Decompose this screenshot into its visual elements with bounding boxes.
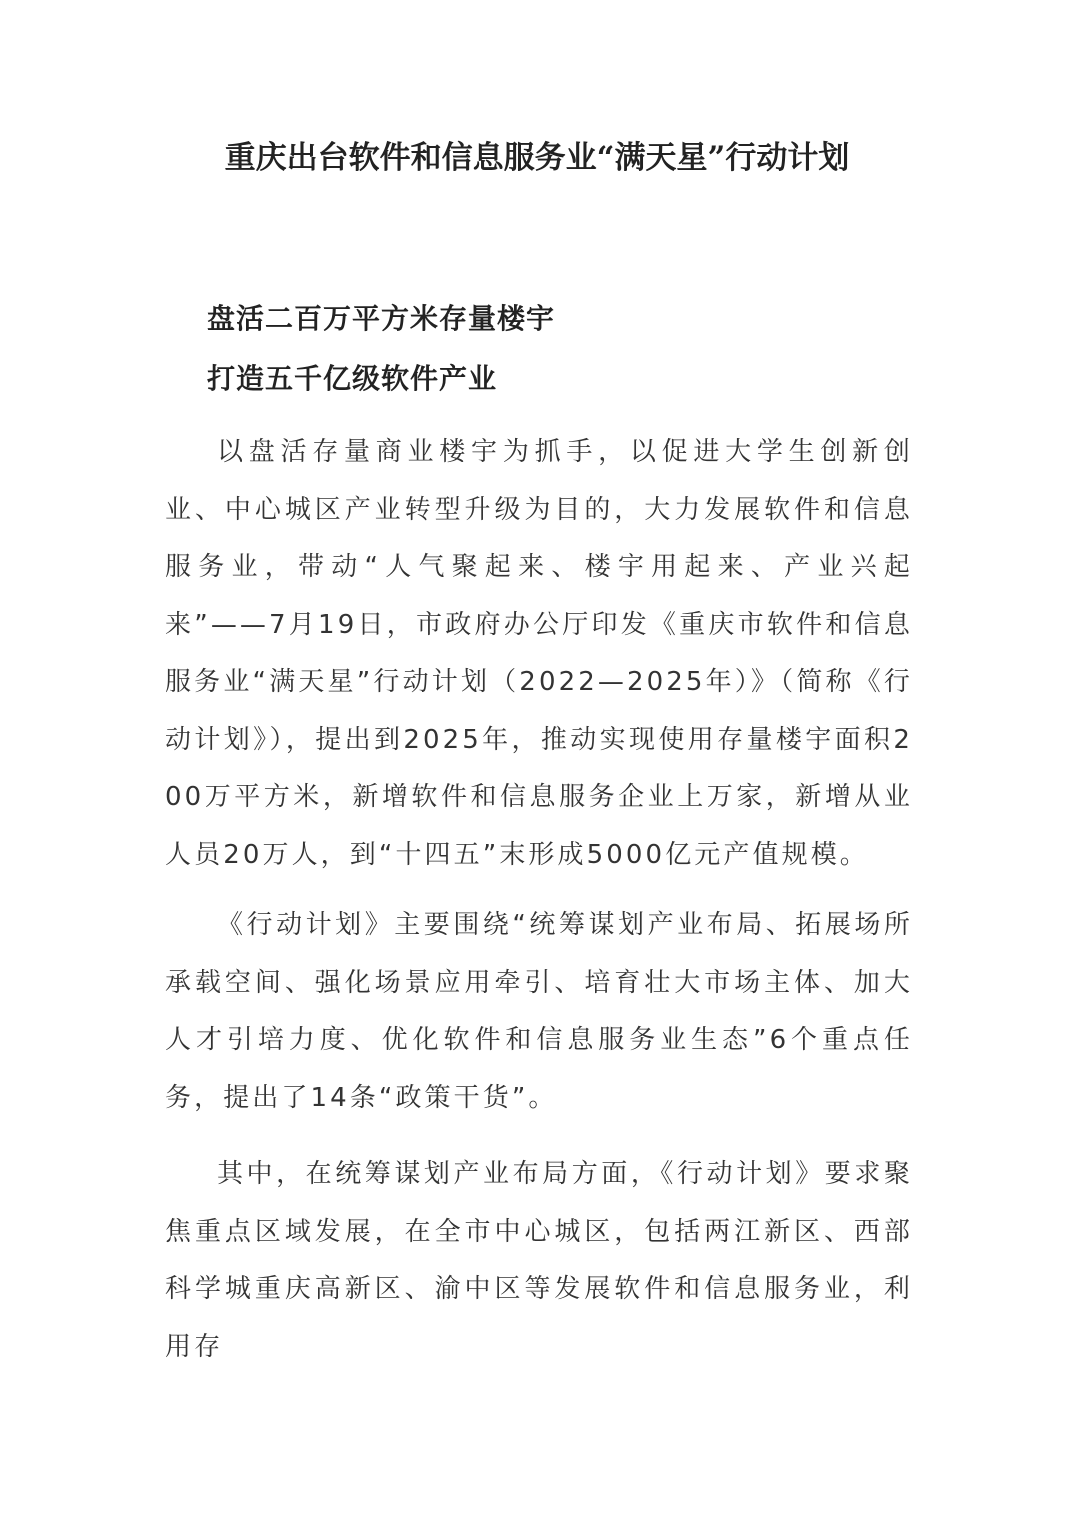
paragraph-2: 《行动计划》主要围绕“统筹谋划产业布局、拓展场所承载空间、强化场景应用牵引、培育壮大市场主体、加大人才引培力度、优化软件和信息服务业生态”6个重点任务，提出了14条“政策干货”。 — [165, 910, 913, 1113]
paragraph-1: 以盘活存量商业楼宇为抓手，以促进大学生创新创业、中心城区产业转型升级为目的，大力发展软件和信息服务业，带动“人气聚起来、楼宇用起来、产业兴起来”——7月19日，市政府办公厅印发《重庆市软件和信息服务业“满天星”行动计划（2022—2025年）》（简称《行动计划》），提出到2025年，推动实现使用存量楼宇面积200万平方米，新增软件和信息服务企业上万家，新增从业人员20万人，到“十四五”末形成5000亿元产值规模。 — [165, 437, 913, 870]
document-title: 重庆出台软件和信息服务业“满天星”行动计划 — [224, 140, 850, 176]
paragraph-3: 其中，在统筹谋划产业布局方面，《行动计划》要求聚焦重点区域发展，在全市中心城区，包括两江新区、西部科学城重庆高新区、渝中区等发展软件和信息服务业，利用存 — [165, 1159, 913, 1362]
subheading-1: 盘活二百万平方米存量楼宇 — [207, 302, 556, 335]
subheading-2: 打造五千亿级软件产业 — [207, 362, 498, 395]
